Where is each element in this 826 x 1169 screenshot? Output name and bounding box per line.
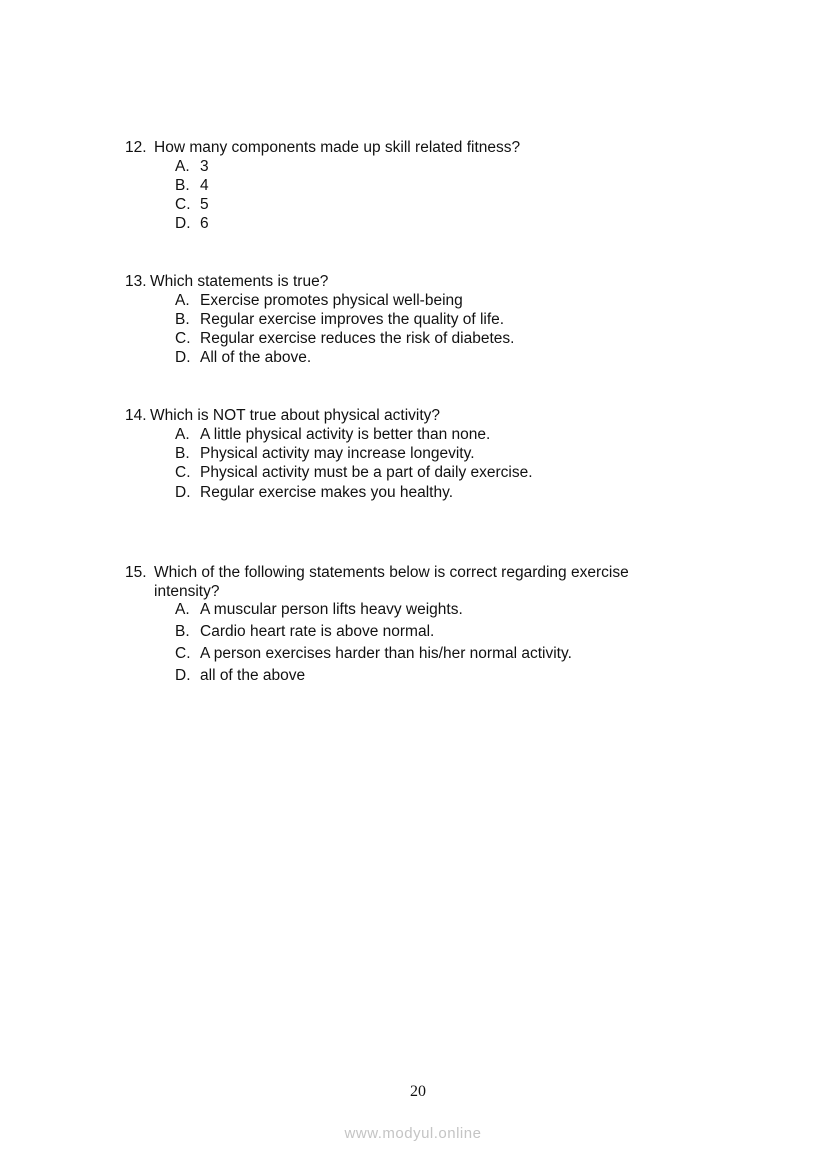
option-text: Regular exercise makes you healthy. [200,484,454,501]
option-letter: B. [175,623,190,640]
question-text: Which statements is true? [150,273,329,290]
option-text: Exercise promotes physical well-being [200,292,463,309]
question-text: Which of the following statements below is correct regarding exercise [154,564,629,581]
option-text: All of the above. [200,349,312,366]
question-number: 14. [125,407,147,424]
option-letter: D. [175,484,191,501]
page-number: 20 [410,1083,426,1100]
option-letter: D. [175,349,191,366]
option-letter: A. [175,601,190,618]
option-text: all of the above [200,667,306,684]
option-text: 3 [200,158,209,175]
option-letter: D. [175,215,191,232]
option-letter: D. [175,667,191,684]
option-letter: A. [175,426,190,443]
option-letter: B. [175,311,190,328]
question-text: How many components made up skill related fitness? [154,139,521,156]
option-letter: A. [175,292,190,309]
watermark: www.modyul.online [344,1125,482,1142]
option-text: 6 [200,215,209,232]
question-text: Which is NOT true about physical activity? [150,407,441,424]
question-number: 13. [125,273,147,290]
option-text: A little physical activity is better than none. [200,426,491,443]
option-letter: C. [175,645,191,662]
question-number: 12. [125,139,147,156]
option-text: Physical activity may increase longevity. [200,445,475,462]
question-text-continued: intensity? [154,583,220,600]
option-text: Regular exercise improves the quality of life. [200,311,505,328]
option-text: A person exercises harder than his/her normal activity. [200,645,572,662]
option-letter: A. [175,158,190,175]
option-letter: C. [175,464,191,481]
question-number: 15. [125,564,147,581]
option-letter: C. [175,330,191,347]
option-letter: C. [175,196,191,213]
option-text: Physical activity must be a part of daily exercise. [200,464,533,481]
option-text: 4 [200,177,209,194]
option-letter: B. [175,177,190,194]
option-text: 5 [200,196,209,213]
option-text: Cardio heart rate is above normal. [200,623,435,640]
option-letter: B. [175,445,190,462]
option-text: A muscular person lifts heavy weights. [200,601,463,618]
option-text: Regular exercise reduces the risk of diabetes. [200,330,515,347]
